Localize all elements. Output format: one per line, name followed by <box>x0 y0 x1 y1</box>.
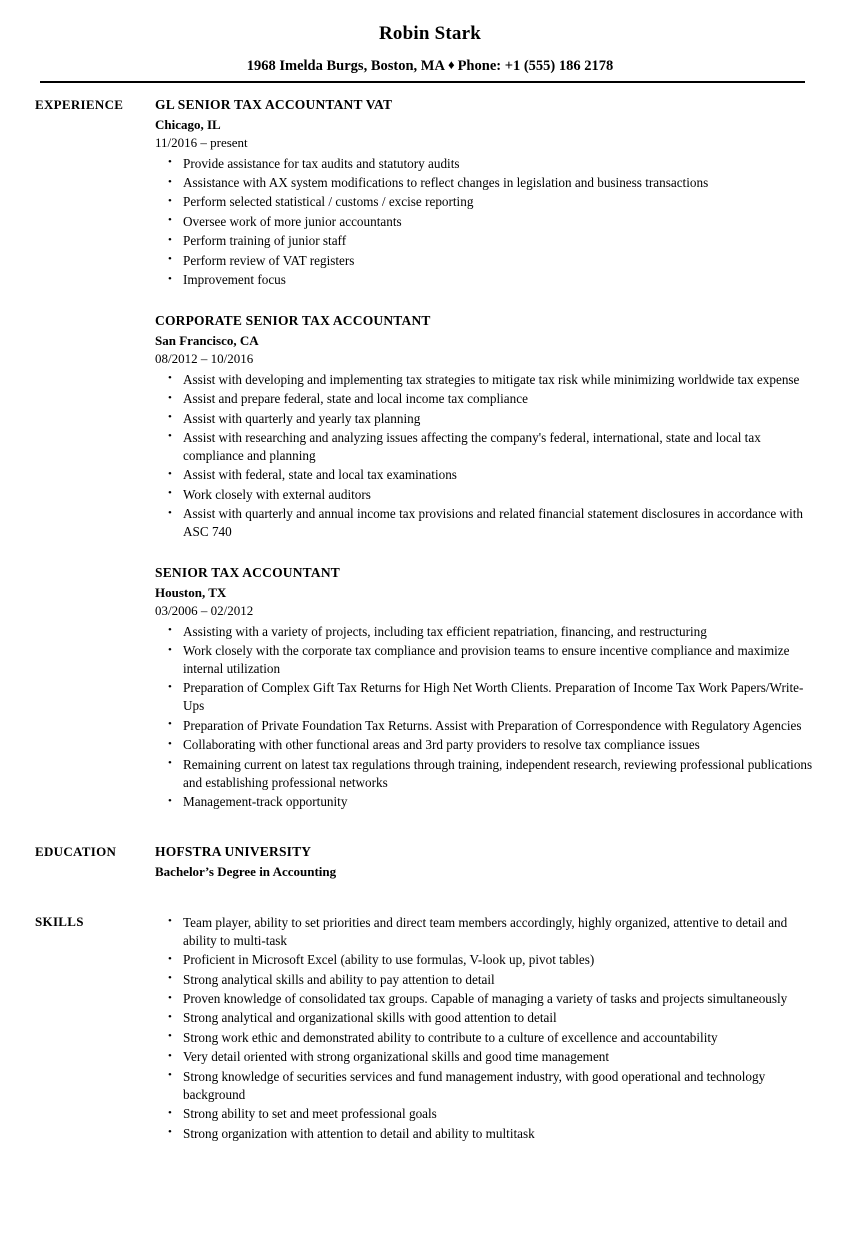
list-item: • Preparation of Private Foundation Tax Returns. Assist with Preparation of Correspondence with Regulatory Agencies <box>155 717 813 735</box>
list-item: • Oversee work of more junior accountants <box>155 213 813 231</box>
list-item: • Collaborating with other functional areas and 3rd party providers to resolve tax compliance issues <box>155 736 813 754</box>
list-item: • Assist with federal, state and local tax examinations <box>155 466 813 484</box>
job-location: Chicago, IL <box>155 116 221 132</box>
job-bullet-list <box>155 155 813 290</box>
list-item: • Proven knowledge of consolidated tax groups. Capable of managing a variety of tasks and projects simultaneously <box>155 990 813 1008</box>
job-bullet-list <box>155 623 813 812</box>
skills-bullet-list <box>155 914 813 1143</box>
resume-header <box>0 0 860 83</box>
list-item: • Very detail oriented with strong organizational skills and good time management <box>155 1048 813 1066</box>
job-dates: 11/2016 – present <box>155 135 248 151</box>
job-entry <box>155 563 813 811</box>
job-title: GL SENIOR TAX ACCOUNTANT VAT <box>155 97 393 113</box>
job-dates: 08/2012 – 10/2016 <box>155 351 254 367</box>
contact-line <box>0 57 860 75</box>
list-item: • Preparation of Complex Gift Tax Returns for High Net Worth Clients. Preparation of Income Tax Work Papers/Write-Ups <box>155 679 813 715</box>
section-label-skills: SKILLS <box>35 914 84 930</box>
list-item: • Strong ability to set and meet professional goals <box>155 1105 813 1123</box>
list-item: • Strong analytical skills and ability to pay attention to detail <box>155 971 813 989</box>
list-item: • Assist with researching and analyzing issues affecting the company's federal, international, state and local tax compliance and planning <box>155 429 813 465</box>
list-item: • Assist with developing and implementing tax strategies to mitigate tax risk while minimizing worldwide tax expense <box>155 371 813 389</box>
list-item: • Proficient in Microsoft Excel (ability to use formulas, V-look up, pivot tables) <box>155 951 813 969</box>
job-location: Houston, TX <box>155 584 227 600</box>
education-section <box>0 842 860 881</box>
skills-section <box>0 912 860 1142</box>
list-item: • Strong knowledge of securities services and fund management industry, with good operational and technology background <box>155 1068 813 1104</box>
skills-body <box>155 912 823 1142</box>
section-label-education: EDUCATION <box>35 844 117 860</box>
job-bullet-list <box>155 371 813 542</box>
list-item: • Work closely with the corporate tax compliance and provision teams to ensure incentive compliance and maximize internal utilization <box>155 642 813 678</box>
list-item: • Perform review of VAT registers <box>155 252 813 270</box>
job-title: CORPORATE SENIOR TAX ACCOUNTANT <box>155 313 431 329</box>
list-item: • Perform selected statistical / customs / excise reporting <box>155 193 813 211</box>
job-entry <box>155 311 813 541</box>
list-item: • Assist with quarterly and yearly tax planning <box>155 410 813 428</box>
education-degree: Bachelor’s Degree in Accounting <box>155 863 337 879</box>
section-label-experience: EXPERIENCE <box>35 97 124 113</box>
list-item: • Assistance with AX system modifications to reflect changes in legislation and business transactions <box>155 174 813 192</box>
list-item: • Perform training of junior staff <box>155 232 813 250</box>
list-item: • Management-track opportunity <box>155 793 813 811</box>
job-location: San Francisco, CA <box>155 332 259 348</box>
candidate-name: Robin Stark <box>379 23 481 44</box>
list-item: • Team player, ability to set priorities and direct team members accordingly, highly organized, attentive to detail and ability to multi-task <box>155 914 813 950</box>
list-item: • Strong organization with attention to detail and ability to multitask <box>155 1125 813 1143</box>
list-item: • Strong work ethic and demonstrated ability to contribute to a culture of excellence and accountability <box>155 1029 813 1047</box>
list-item: • Work closely with external auditors <box>155 486 813 504</box>
education-school: HOFSTRA UNIVERSITY <box>155 844 312 860</box>
contact-phone: Phone: +1 (555) 186 2178 <box>457 57 614 74</box>
list-item: • Remaining current on latest tax regulations through training, independent research, reviewing professional publications and establishing professional networks <box>155 756 813 792</box>
education-body <box>155 842 823 881</box>
list-item: • Assist with quarterly and annual income tax provisions and related financial statement disclosures in accordance with ASC 740 <box>155 505 813 541</box>
job-entry <box>155 95 813 289</box>
list-item: • Provide assistance for tax audits and statutory audits <box>155 155 813 173</box>
list-item: • Improvement focus <box>155 271 813 289</box>
list-item: • Strong analytical and organizational skills with good attention to detail <box>155 1009 813 1027</box>
contact-address: 1968 Imelda Burgs, Boston, MA <box>246 57 445 74</box>
list-item: • Assisting with a variety of projects, including tax efficient repatriation, financing, and restructuring <box>155 623 813 641</box>
experience-section <box>0 95 860 811</box>
experience-body <box>155 95 823 811</box>
list-item: • Assist and prepare federal, state and local income tax compliance <box>155 390 813 408</box>
job-dates: 03/2006 – 02/2012 <box>155 603 254 619</box>
header-divider <box>40 81 805 83</box>
job-title: SENIOR TAX ACCOUNTANT <box>155 565 340 581</box>
diamond-separator-icon: ♦ <box>447 56 455 72</box>
